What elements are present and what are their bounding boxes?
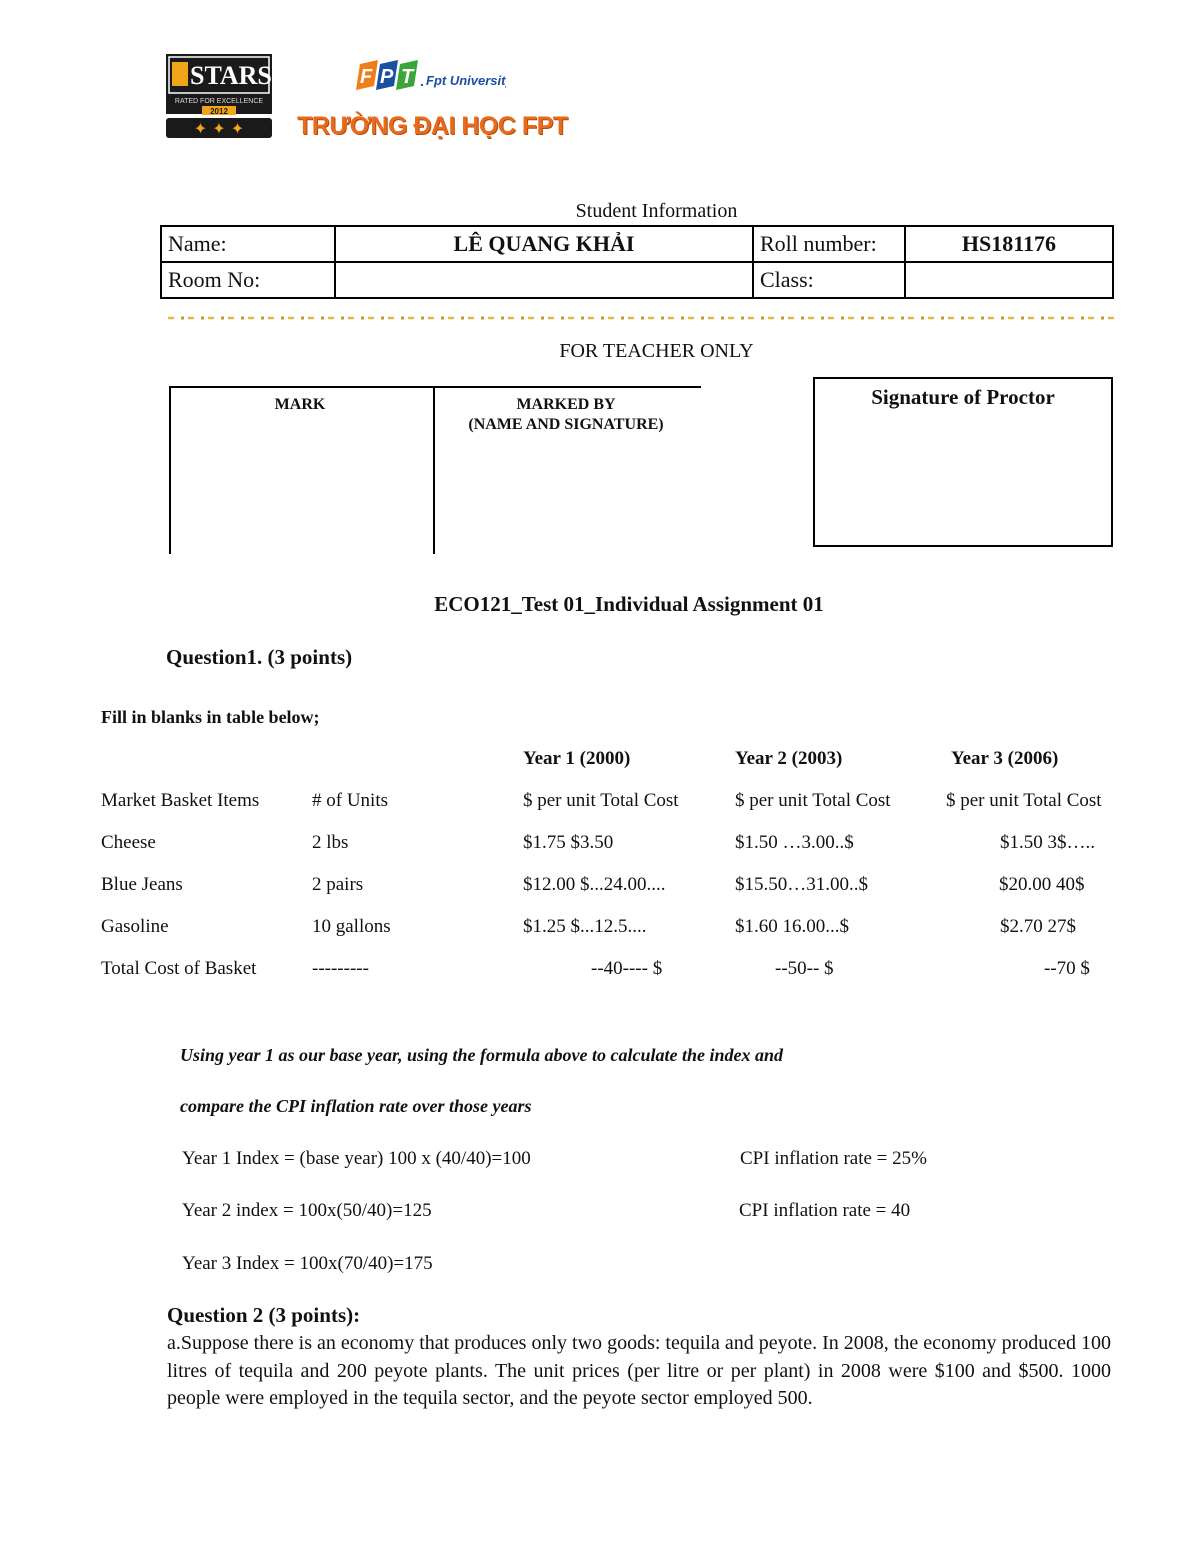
year1-index: Year 1 Index = (base year) 100 x (40/40)=100 [182, 1148, 531, 1169]
calc-instruction-line1: Using year 1 as our base year, using the formula above to calculate the index and [180, 1045, 784, 1065]
table-row-year1: $1.75 $3.50 [523, 832, 614, 853]
year3-index: Year 3 Index = 100x(70/40)=175 [182, 1253, 433, 1274]
table-row-item: Total Cost of Basket [101, 958, 257, 979]
mark-box-divider [433, 386, 435, 554]
svg-text:.: . [420, 73, 424, 89]
table-row-units: --------- [312, 958, 369, 979]
roll-number-value: HS181176 [905, 226, 1113, 262]
table-row-year1: $1.25 $...12.5.... [523, 916, 647, 937]
marked-by-sub-label: (NAME AND SIGNATURE) [468, 416, 664, 433]
year2-index: Year 2 index = 100x(50/40)=125 [182, 1200, 432, 1221]
table-row-item: Cheese [101, 832, 156, 853]
table-row-year2: $1.60 16.00...$ [735, 916, 849, 937]
proctor-label: Signature of Proctor [871, 385, 1055, 409]
fpt-logo [356, 58, 506, 108]
svg-text:P: P [380, 66, 394, 88]
table-row-year2: $1.50 …3.00..$ [735, 832, 854, 853]
calc-instruction-line2: compare the CPI inflation rate over those years [180, 1096, 532, 1116]
table-row-units: 2 pairs [312, 874, 364, 895]
dotted-divider [168, 310, 1114, 320]
mark-label: MARK [274, 396, 326, 413]
teacher-only-heading: FOR TEACHER ONLY [559, 340, 754, 362]
school-name: TRƯỜNG ĐẠI HỌC FPT [297, 112, 568, 140]
svg-text:Fpt University: Fpt University [426, 73, 506, 88]
class-value [905, 262, 1113, 298]
question2-paragraph: a.Suppose there is an economy that produces only two goods: tequila and peyote. In 2008, the economy produced 100 litres of tequila and 200 peyote plants. The unit prices (per litre or per plant) in 2008 were $100 and $500. 1000 people were employed in the tequila sector, and the peyote sector employed 500. [167, 1332, 1111, 1409]
table-row-year2: --50-- $ [775, 958, 834, 979]
col-header-year2: $ per unit Total Cost [735, 790, 891, 811]
class-label: Class: [753, 262, 905, 298]
stars-logo [166, 54, 274, 140]
mark-box-top-border [169, 386, 701, 388]
svg-text:T: T [401, 66, 414, 88]
fill-instruction: Fill in blanks in table below; [101, 707, 320, 727]
table-row-year2: $15.50…31.00..$ [735, 874, 868, 895]
svg-text:F: F [360, 66, 373, 88]
question2-heading: Question 2 (3 points): [167, 1303, 361, 1327]
table-row-units: 2 lbs [312, 832, 349, 853]
table-row-units: 10 gallons [312, 916, 391, 937]
svg-text:2012: 2012 [210, 107, 228, 116]
svg-text:STARS: STARS [190, 61, 272, 90]
table-row-year1: $12.00 $...24.00.... [523, 874, 666, 895]
marked-by-label: MARKED BY [516, 396, 616, 413]
year2-header: Year 2 (2003) [735, 748, 843, 769]
cpi-rate-1: CPI inflation rate = 25% [740, 1148, 927, 1169]
question1-heading: Question1. (3 points) [166, 645, 353, 669]
student-info-table [160, 225, 1114, 299]
proctor-signature-box [813, 377, 1113, 547]
cpi-rate-2: CPI inflation rate = 40 [739, 1200, 911, 1221]
roll-number-label: Roll number: [753, 226, 905, 262]
name-label: Name: [161, 226, 335, 262]
table-row-item: Blue Jeans [101, 874, 183, 895]
room-label: Room No: [161, 262, 335, 298]
table-row-year3: --70 $ [1044, 958, 1090, 979]
room-value [335, 262, 753, 298]
col-header-year3: $ per unit Total Cost [946, 790, 1102, 811]
svg-text:✦ ✦ ✦: ✦ ✦ ✦ [193, 119, 245, 138]
year3-header: Year 3 (2006) [951, 748, 1059, 769]
col-header-units: # of Units [312, 790, 388, 811]
name-value: LÊ QUANG KHẢI [335, 226, 753, 262]
svg-text:RATED FOR EXCELLENCE: RATED FOR EXCELLENCE [174, 98, 264, 105]
table-row-item: Gasoline [101, 916, 169, 937]
student-info-caption: Student Information [575, 200, 738, 222]
table-row-year3: $20.00 40$ [999, 874, 1085, 895]
col-header-year1: $ per unit Total Cost [523, 790, 679, 811]
table-row-year1: --40---- $ [591, 958, 663, 979]
table-row-year3: $2.70 27$ [1000, 916, 1076, 937]
year1-header: Year 1 (2000) [523, 748, 631, 769]
col-header-items: Market Basket Items [101, 790, 260, 811]
document-title: ECO121_Test 01_Individual Assignment 01 [434, 592, 824, 616]
table-row-year3: $1.50 3$….. [1000, 832, 1095, 853]
mark-box-left-border [169, 386, 171, 554]
